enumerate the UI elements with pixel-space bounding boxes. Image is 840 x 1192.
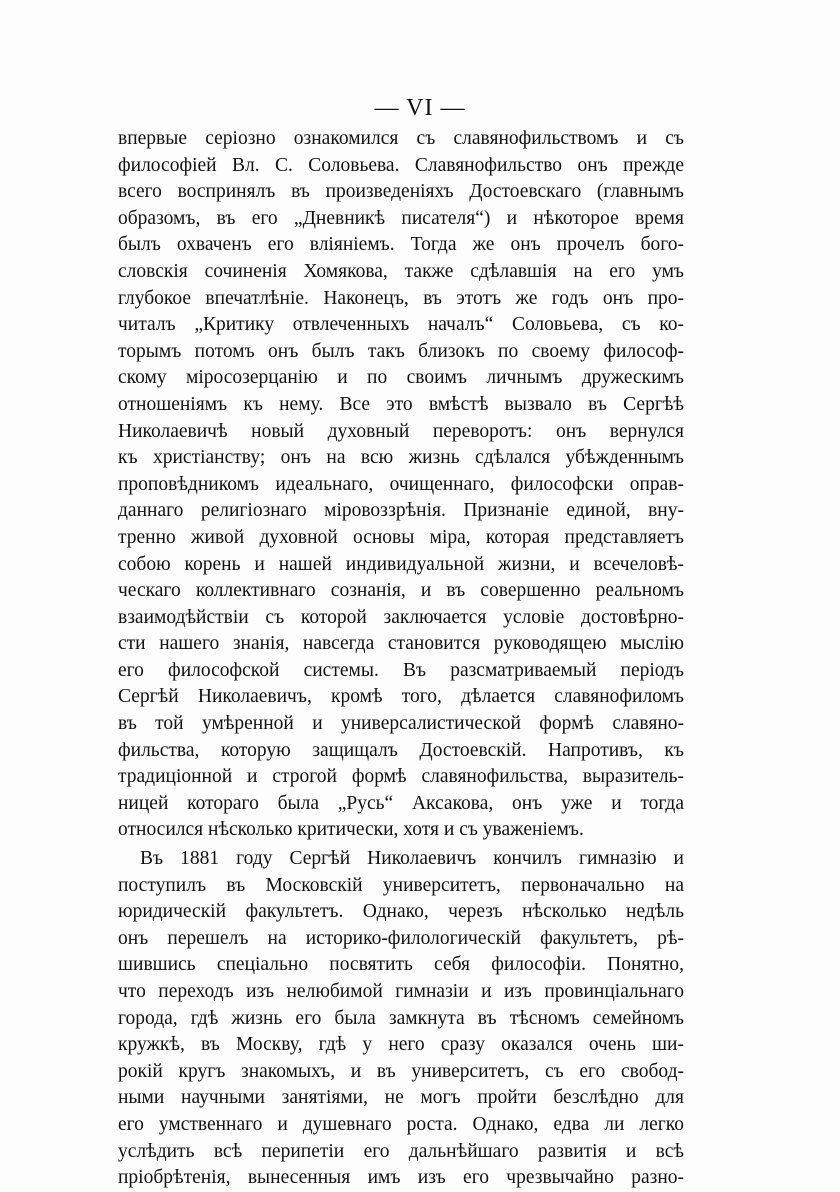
text-line: услѣдить всѣ перипетіи его дальнѣйшаго развитія и всѣ <box>118 1140 684 1162</box>
text-line: образомъ, въ его „Дневникѣ писателя“) и нѣкоторое время <box>118 207 684 229</box>
paragraph <box>118 846 684 1192</box>
text-line: поступилъ въ Московскій университетъ, первоначально на <box>118 874 684 896</box>
text-line: относился нѣсколько критически, хотя и съ уваженіемъ. <box>118 819 584 841</box>
body-text <box>118 126 684 1192</box>
text-line: къ христіанству; онъ на всю жизнь сдѣлался убѣжденнымъ <box>118 447 684 469</box>
text-line: Николаевичѣ новый духовный переворотъ: онъ вернулся <box>118 420 684 442</box>
page-number: — VI — <box>374 95 466 121</box>
text-line: впервые серіозно ознакомился съ славянофильствомъ и съ <box>118 128 684 149</box>
text-line: всего воспринялъ въ произведеніяхъ Достоевскаго (главнымъ <box>118 181 684 203</box>
text-line: города, гдѣ жизнь его была замкнута въ тѣсномъ семейномъ <box>118 1007 684 1029</box>
text-line: даннаго религіознаго міровоззрѣнія. Признаніе единой, вну- <box>118 500 684 522</box>
text-line: собою корень и нашей индивидуальной жизни, и всечеловѣ- <box>118 553 684 575</box>
text-line: въ той умѣренной и универсалистической формѣ славяно- <box>118 713 684 735</box>
text-line: читалъ „Критику отвлеченныхъ началъ“ Соловьева, съ ко- <box>118 314 684 336</box>
text-line: тренно живой духовной основы міра, которая представляетъ <box>118 526 684 548</box>
text-line: Сергѣй Николаевичъ, кромѣ того, дѣлается славянофиломъ <box>118 686 684 708</box>
paragraph <box>118 126 684 844</box>
text-line: проповѣдникомъ идеальнаго, очищеннаго, философски оправ- <box>118 473 684 495</box>
text-line: глубокое впечатлѣніе. Наконецъ, въ этотъ же годъ онъ про- <box>118 287 684 309</box>
text-line: юридическій факультетъ. Однако, черезъ нѣсколько недѣль <box>118 901 684 923</box>
text-line: что переходъ изъ нелюбимой гимназіи и изъ провинціальнаго <box>118 981 684 1002</box>
text-line: традиціонной и строгой формѣ славянофильства, выразитель- <box>118 766 684 788</box>
text-line: сти нашего знанія, навсегда становится руководящею мыслію <box>118 633 684 655</box>
text-line: словскія сочиненія Хомякова, также сдѣлавшія на его умъ <box>118 260 684 282</box>
text-line: кружкѣ, въ Москву, гдѣ у него сразу оказался очень ши- <box>118 1034 684 1056</box>
text-line: Въ 1881 году Сергѣй Николаевичъ кончилъ гимназію и <box>140 848 684 870</box>
text-line: пріобрѣтенія, вынесенныя имъ изъ его чрезвычайно разно- <box>118 1167 684 1189</box>
text-line: рокій кругъ знакомыхъ, и въ университетъ, съ его свобод- <box>118 1060 684 1082</box>
text-line: отношеніямъ къ нему. Все это вмѣстѣ вызвало въ Сергѣѣ <box>118 393 684 415</box>
text-line: ницей котораго была „Русь“ Аксакова, онъ уже и тогда <box>118 792 684 814</box>
text-line: онъ перешелъ на историко-филологическій факультетъ, рѣ- <box>118 927 684 949</box>
text-line: былъ охваченъ его вліяніемъ. Тогда же онъ прочелъ бого- <box>118 234 684 256</box>
text-line: философіей Вл. С. Соловьева. Славянофильство онъ прежде <box>118 154 684 176</box>
text-line: его умственнаго и душевнаго роста. Однако, едва ли легко <box>118 1113 684 1135</box>
text-line: ными научными занятіями, не могъ пройти безслѣдно для <box>118 1087 684 1109</box>
text-line: торымъ потомъ онъ былъ такъ близокъ по своему философ- <box>118 340 684 362</box>
text-line: скому міросозерцанію и по своимъ личнымъ дружескимъ <box>118 367 684 389</box>
text-line: взаимодѣйствіи съ которой заключается условіе достовѣрно- <box>118 606 684 628</box>
text-line: ческаго коллективнаго сознанія, и въ совершенно реальномъ <box>118 580 684 602</box>
text-line: шившись спеціально посвятить себя философіи. Понятно, <box>118 954 684 976</box>
text-line: фильства, которую защищалъ Достоевскій. Напротивъ, къ <box>118 739 684 761</box>
text-line: его философской системы. Въ разсматриваемый періодъ <box>118 659 684 681</box>
